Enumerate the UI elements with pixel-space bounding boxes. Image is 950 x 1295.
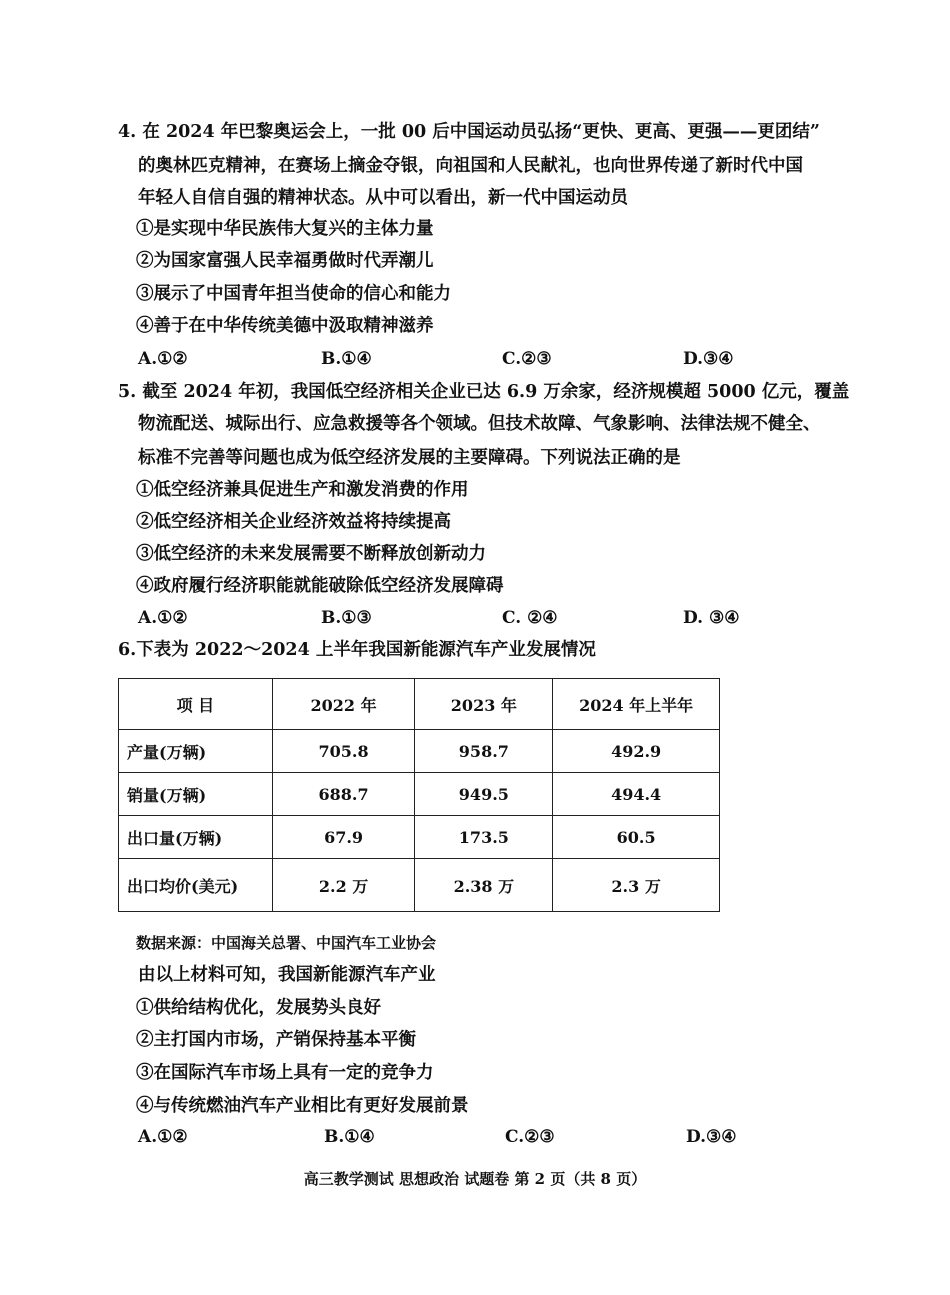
table-header-row [119, 679, 720, 730]
table-row [119, 816, 720, 859]
table-cell: 494.4 [553, 773, 720, 816]
table-cell: 705.8 [272, 730, 415, 773]
question-6-stem: 由以上材料可知，我国新能源汽车产业 [138, 965, 436, 985]
question-6-statement-1: ①供给结构优化，发展势头良好 [136, 998, 381, 1018]
question-5-statement-3: ③低空经济的未来发展需要不断释放创新动力 [136, 544, 486, 564]
question-5-option-c[interactable]: C. ②④ [502, 608, 558, 628]
question-4-line-1: 4. 在 2024 年巴黎奥运会上，一批 00 后中国运动员弘扬“更快、更高、更强——更团结” [118, 122, 820, 142]
table-cell: 2.3 万 [553, 859, 720, 912]
question-4-line-2: 的奥林匹克精神，在赛场上摘金夺银，向祖国和人民献礼，也向世界传递了新时代中国 [138, 156, 803, 176]
question-6-option-b[interactable]: B.①④ [324, 1127, 375, 1147]
question-5-statement-2: ②低空经济相关企业经济效益将持续提高 [136, 512, 451, 532]
question-5-option-d[interactable]: D. ③④ [683, 608, 740, 628]
question-5-line-1: 5. 截至 2024 年初，我国低空经济相关企业已达 6.9 万余家，经济规模超 5000 亿元，覆盖 [118, 382, 850, 402]
question-6-statement-4: ④与传统燃油汽车产业相比有更好发展前景 [136, 1096, 469, 1116]
table-cell: 173.5 [415, 816, 553, 859]
question-6-option-a[interactable]: A.①② [138, 1127, 188, 1147]
table-header-cell: 项 目 [119, 679, 273, 730]
question-4-option-b[interactable]: B.①④ [321, 349, 372, 369]
table-cell: 688.7 [272, 773, 415, 816]
question-5-line-3: 标准不完善等问题也成为低空经济发展的主要障碍。下列说法正确的是 [138, 448, 681, 468]
question-6-options [0, 1125, 950, 1149]
table-row [119, 859, 720, 912]
question-5-statement-1: ①低空经济兼具促进生产和激发消费的作用 [136, 480, 469, 500]
table-cell: 出口量(万辆) [119, 816, 273, 859]
table-cell: 492.9 [553, 730, 720, 773]
question-4-statement-4: ④善于在中华传统美德中汲取精神滋养 [136, 316, 434, 336]
question-4-option-c[interactable]: C.②③ [502, 349, 552, 369]
table-cell: 958.7 [415, 730, 553, 773]
question-4-line-3: 年轻人自信自强的精神状态。从中可以看出，新一代中国运动员 [138, 188, 628, 208]
question-4-statement-1: ①是实现中华民族伟大复兴的主体力量 [136, 219, 434, 239]
page-footer: 高三教学测试 思想政治 试题卷 第 2 页（共 8 页） [303, 1170, 647, 1188]
table-row [119, 773, 720, 816]
table-header-cell: 2022 年 [272, 679, 415, 730]
table-cell: 2.38 万 [415, 859, 553, 912]
question-6-statement-2: ②主打国内市场，产销保持基本平衡 [136, 1030, 416, 1050]
question-4-option-a[interactable]: A.①② [138, 349, 188, 369]
table-cell: 出口均价(美元) [119, 859, 273, 912]
question-5-option-b[interactable]: B.①③ [321, 608, 372, 628]
table-cell: 产量(万辆) [119, 730, 273, 773]
question-4-option-d[interactable]: D.③④ [683, 349, 734, 369]
table-header-cell: 2024 年上半年 [553, 679, 720, 730]
question-6-option-c[interactable]: C.②③ [505, 1127, 555, 1147]
question-5-option-a[interactable]: A.①② [138, 608, 188, 628]
table-row [119, 730, 720, 773]
question-6-statement-3: ③在国际汽车市场上具有一定的竞争力 [136, 1063, 434, 1083]
table-header-cell: 2023 年 [415, 679, 553, 730]
question-5-statement-4: ④政府履行经济职能就能破除低空经济发展障碍 [136, 576, 504, 596]
table-cell: 949.5 [415, 773, 553, 816]
question-5-options [0, 606, 950, 630]
table-cell: 67.9 [272, 816, 415, 859]
question-4-statement-2: ②为国家富强人民幸福勇做时代弄潮儿 [136, 251, 434, 271]
table-cell: 60.5 [553, 816, 720, 859]
question-5-line-2: 物流配送、城际出行、应急救援等各个领域。但技术故障、气象影响、法律法规不健全、 [138, 414, 821, 434]
table-cell: 销量(万辆) [119, 773, 273, 816]
table-cell: 2.2 万 [272, 859, 415, 912]
question-6-option-d[interactable]: D.③④ [686, 1127, 737, 1147]
question-4-options [0, 347, 950, 371]
ev-industry-table [118, 678, 720, 912]
data-source-note: 数据来源：中国海关总署、中国汽车工业协会 [136, 934, 437, 952]
question-4-statement-3: ③展示了中国青年担当使命的信心和能力 [136, 284, 451, 304]
question-6-line-1: 6.下表为 2022～2024 上半年我国新能源汽车产业发展情况 [118, 640, 596, 660]
